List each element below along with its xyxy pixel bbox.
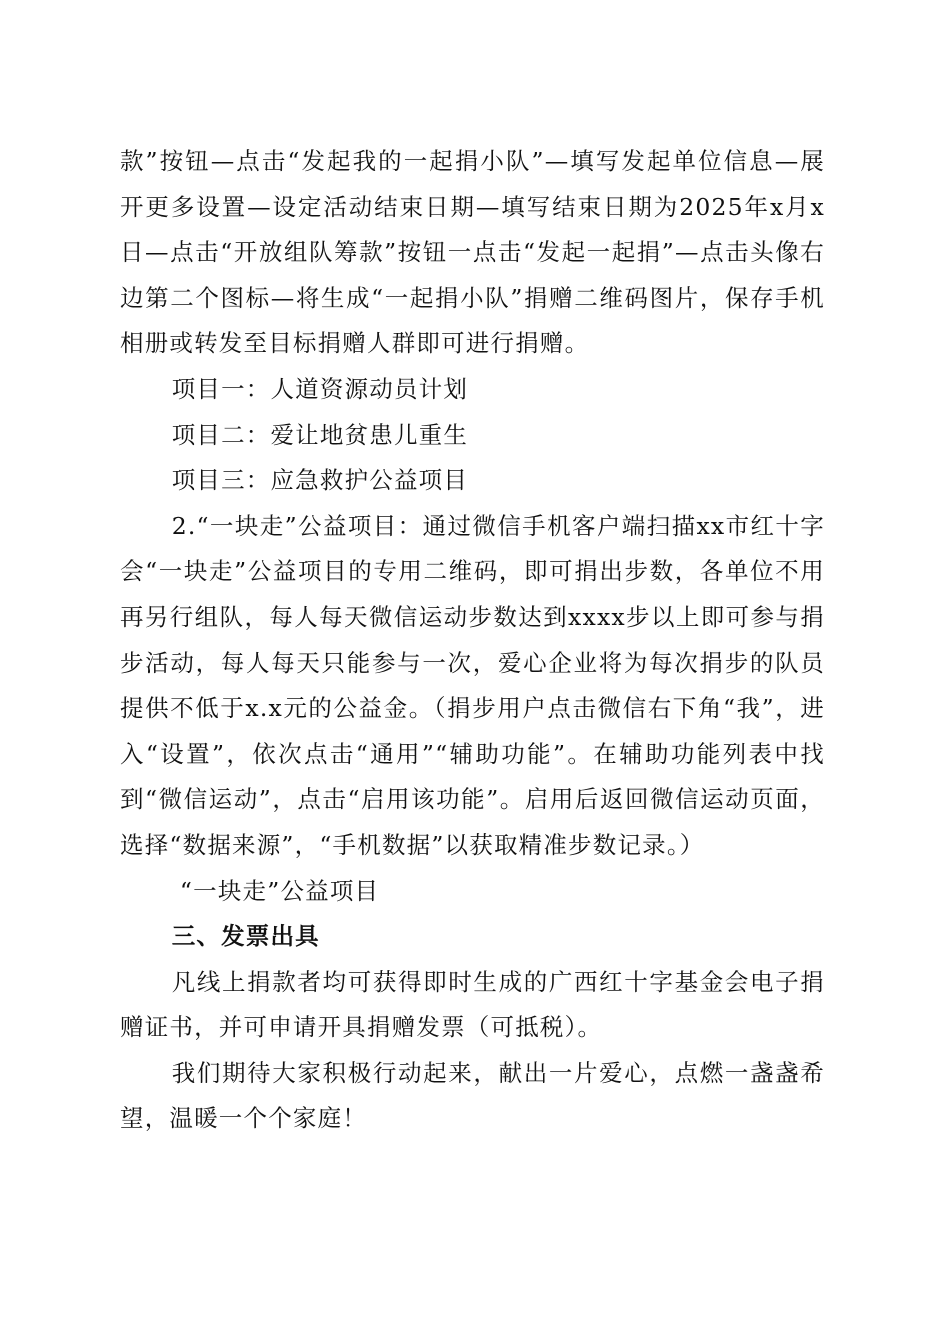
paragraph-invoice: 凡线上捐款者均可获得即时生成的广西红十字基金会电子捐赠证书，并可申请开具捐赠发票（可抵税）。 [120,967,825,1042]
paragraph-closing: 我们期待大家积极行动起来，献出一片爱心，点燃一盏盏希望，温暖一个个家庭！ [120,1058,825,1133]
project-item-1: 项目一：人道资源动员计划 [171,374,469,403]
paragraph-walk-project: 2.“一块走”公益项目：通过微信手机客户端扫描xx市红十字会“一块走”公益项目的专用二维码，即可捐出步数，各单位不用再另行组队，每人每天微信运动步数达到xxxx步以上即可参与捐步活动，每人每天只能参与一次，爱心企业将为每次捐步的队员提供不低于x.x元的公益金。（捐步用户点击微信右下角“我”，进入“设置”，依次点击“通用”“辅助功能”。在辅助功能列表中找到“微信运动”，点击“启用该功能”。启用后返回微信运动页面，选择“数据来源”，“手机数据”以获取精准步数记录。） [120,511,825,859]
project-item-2: 项目二：爱让地贫患儿重生 [171,420,469,449]
project-item-3: 项目三：应急救护公益项目 [171,466,469,495]
paragraph-procedure-continuation: 款”按钮—点击“发起我的一起捐小队”—填写发起单位信息—展开更多设置—设定活动结束日期—填写结束日期为2025年x月x日—点击“开放组队筹款”按钮一点击“发起一起捐”—点击头像右边第二个图标—将生成“一起捐小队”捐赠二维码图片，保存手机相册或转发至目标捐赠人群即可进行捐赠。 [120,147,825,358]
document-body [120,139,825,1142]
walk-project-caption: “一块走”公益项目 [179,876,380,905]
section-heading-invoice: 三、发票出具 [171,922,320,951]
